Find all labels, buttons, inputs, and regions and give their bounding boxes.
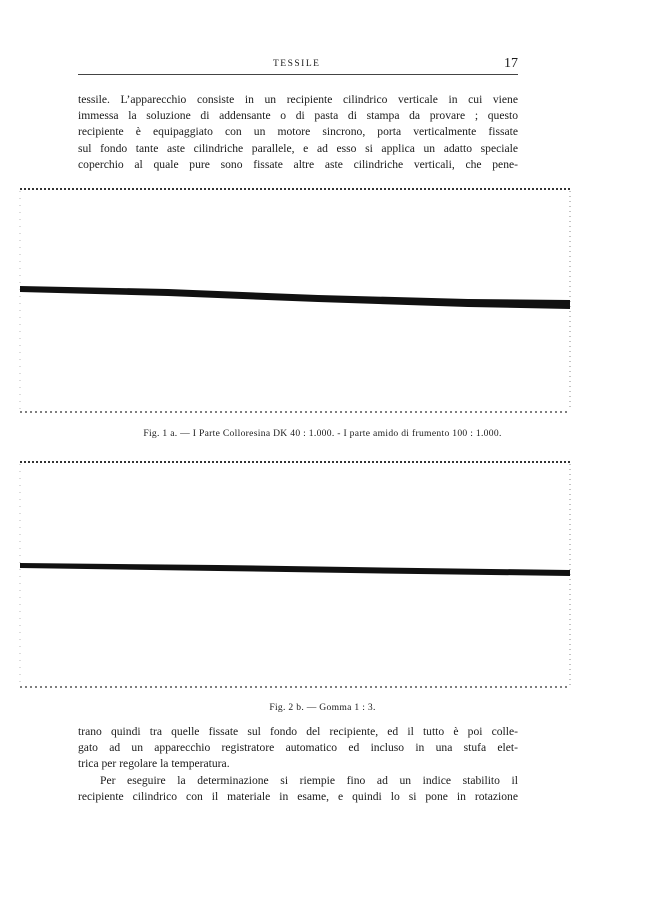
figure-2-caption: Fig. 2 b. — Gomma 1 : 3.	[269, 702, 376, 713]
text-line: coperchio al quale pure sono fissate altre aste cilindriche verticali, che pene-	[78, 157, 518, 171]
text-line: Per eseguire la determinazione si riempie fino ad un indice stabilito il	[100, 773, 518, 787]
page-number: 17	[504, 56, 518, 71]
text-line: trano quindi tra quelle fissate sul fondo del recipiente, ed il tutto è poi colle-	[78, 725, 518, 738]
figure-1-caption: Fig. 1 a. — I Parte Colloresina DK 40 : 1.000. - I parte amido di frumento 100 : 1.000.	[143, 428, 502, 439]
figure-1-chart	[18, 186, 574, 418]
figure-2-recording	[18, 458, 574, 692]
paragraph-bottom	[78, 724, 518, 805]
paragraph-top	[78, 92, 518, 173]
viscosity-trace-band	[20, 563, 570, 576]
text-line: immessa la soluzione di addensante o di pasta di stampa da provare ; questo	[78, 109, 518, 123]
text-line: sul fondo tante aste cilindriche parallele, e ad esso si applica un adatto speciale	[78, 141, 518, 155]
text-line: gato ad un apparecchio registratore automatico ed incluso in una stufa elet-	[78, 741, 518, 755]
running-header	[78, 56, 518, 76]
figure-2-chart	[18, 458, 574, 692]
figure-1-recording	[18, 186, 574, 418]
header-title: TESSILE	[273, 59, 321, 69]
text-line: tessile. L’apparecchio consiste in un recipiente cilindrico verticale in cui viene	[78, 93, 518, 106]
header-rule	[78, 74, 518, 75]
viscosity-trace-band	[20, 286, 570, 309]
text-line: recipiente cilindrico con il materiale in esame, e quindi lo si pone in rotazione	[78, 789, 518, 803]
text-line: trica per regolare la temperatura.	[78, 757, 230, 771]
text-line: recipiente è equipaggiato con un motore sincrono, porta verticalmente fissate	[78, 125, 518, 139]
